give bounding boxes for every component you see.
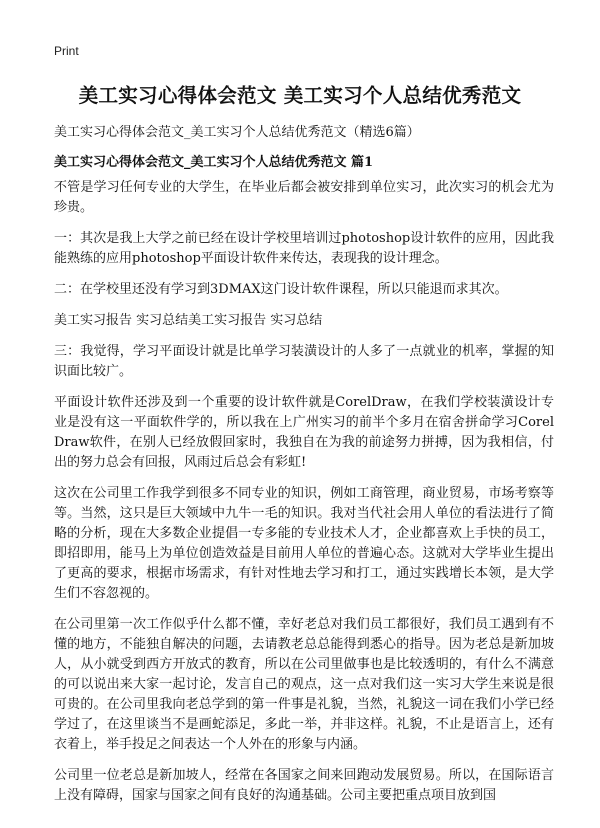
paragraph: 平面设计软件还涉及到一个重要的设计软件就是CorelDraw，在我们学校装潢设计专业是没有这一平面软件学的，所以我在上广州实习的前半个多月在宿舍拼命学习CorelDraw软件，在别人已经放假回家时，我独自在为我的前途努力拼搏，因为我相信，付出的努力总会有回报，风雨过后总会有彩虹! bbox=[54, 395, 554, 470]
paragraph: 不管是学习任何专业的大学生，在毕业后都会被安排到单位实习，此次实习的机会尤为珍贵。 bbox=[54, 180, 554, 215]
paragraph: 三：我觉得，学习平面设计就是比单学习装潢设计的人多了一点就业的机率，掌握的知识面比较广。 bbox=[54, 344, 554, 379]
section-heading: 美工实习心得体会范文_美工实习个人总结优秀范文 篇1 bbox=[54, 155, 374, 170]
paragraph: 二：在学校里还没有学习到3DMAX这门设计软件课程，所以只能退而求其次。 bbox=[54, 282, 508, 297]
paragraph: 美工实习报告 实习总结美工实习报告 实习总结 bbox=[54, 313, 323, 328]
paragraph: 在公司里第一次工作似乎什么都不懂，幸好老总对我们员工都很好，我们员工遇到有不懂的地方，不能独自解决的问题，去请教老总总能得到悉心的指导。因为老总是新加坡人，从小就受到西方开放式的教育，所以在公司里做事也是比较透明的，有什么不满意的可以说出来大家一起讨论，发言自己的观点，这一点对我们这一实习大学生来说是很可贵的。在公司里我向老总学到的第一件事是礼貌，当然，礼貌这一词在我们小学已经学过了，在这里谈当不是画蛇添足，多此一举，并非这样。礼貌，不止是语言上，还有衣着上，举手投足之间表达一个人外在的形象与内涵。 bbox=[54, 617, 554, 752]
document-title: 美工实习心得体会范文 美工实习个人总结优秀范文 bbox=[78, 84, 522, 107]
paragraph: 公司里一位老总是新加坡人，经常在各国家之间来回跑动发展贸易。所以，在国际语言上没有障碍，国家与国家之间有良好的沟通基础。公司主要把重点项目放到国 bbox=[54, 768, 554, 803]
print-label: Print bbox=[54, 44, 79, 58]
document-body bbox=[54, 178, 554, 817]
paragraph: 一：其次是我上大学之前已经在设计学校里培训过photoshop设计软件的应用，因此我能熟练的应用photoshop平面设计软件来传达，表现我的设计理念。 bbox=[54, 231, 554, 266]
document-subtitle: 美工实习心得体会范文_美工实习个人总结优秀范文（精选6篇） bbox=[54, 125, 420, 140]
paragraph: 这次在公司里工作我学到很多不同专业的知识，例如工商管理，商业贸易，市场考察等等。当然，这只是巨大领域中九牛一毛的知识。我对当代社会用人单位的看法进行了简略的分析，现在大多数企业提倡一专多能的专业技术人才，企业都喜欢上手快的员工，即招即用，能马上为单位创造效益是目前用人单位的普遍心态。这就对大学毕业生提出了更高的要求，根据市场需求，有针对性地去学习和打工，通过实践增长本领，是大学生们不容忽视的。 bbox=[54, 486, 554, 601]
